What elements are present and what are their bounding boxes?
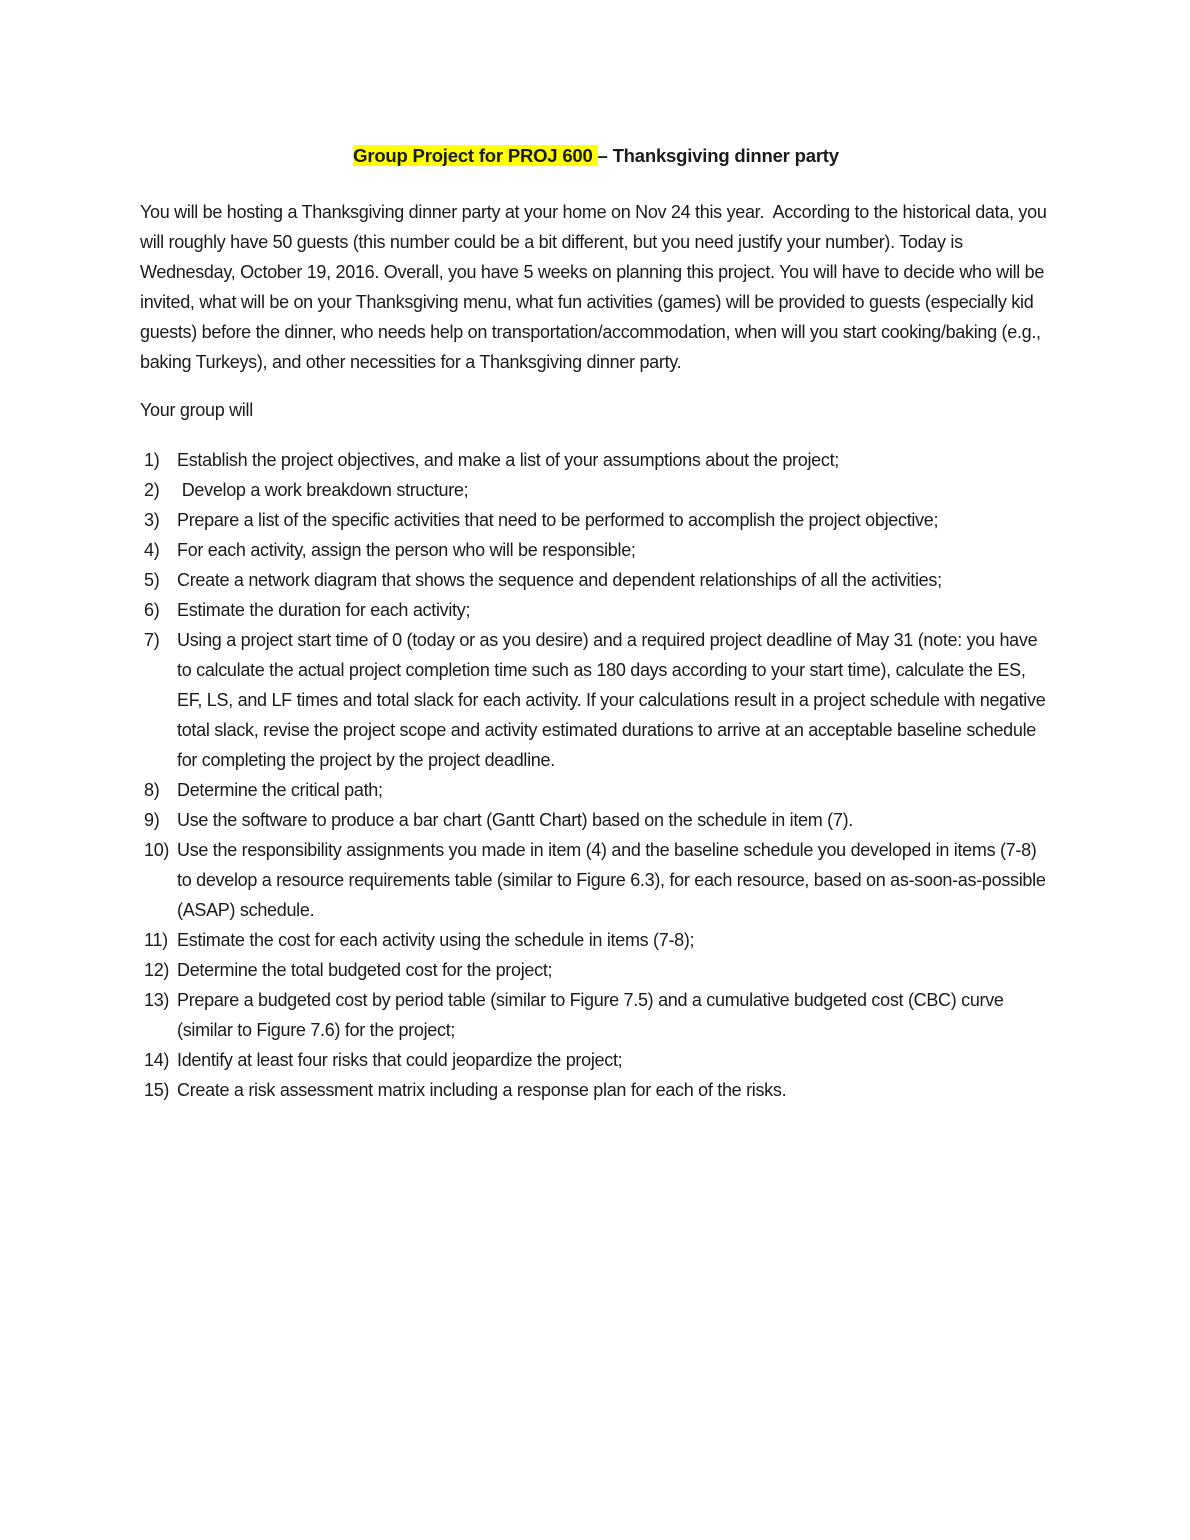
task-number: 5): [144, 570, 160, 590]
task-number: 11): [144, 930, 168, 950]
task-text: Create a network diagram that shows the sequence and dependent relationships of all the activities;: [177, 570, 942, 590]
task-number: 7): [144, 630, 160, 650]
task-number: 1): [144, 450, 160, 470]
task-item-13: [140, 985, 1052, 1045]
task-item-11: [140, 925, 1052, 955]
task-item-3: [140, 505, 1052, 535]
intro-paragraph: You will be hosting a Thanksgiving dinner party at your home on Nov 24 this year. According to the historical data, you will roughly have 50 guests (this number could be a bit different, but you need justify your number). Today is Wednesday, October 19, 2016. Overall, you have 5 weeks on planning this project. You will have to decide who will be invited, what will be on your Thanksgiving menu, what fun activities (games) will be provided to guests (especially kid guests) before the dinner, who needs help on transportation/accommodation, when will you start cooking/baking (e.g., baking Turkeys), and other necessities for a Thanksgiving dinner party.: [140, 202, 1052, 372]
title-highlighted-text: Group Project for PROJ 600: [353, 145, 598, 166]
task-text: Establish the project objectives, and make a list of your assumptions about the project;: [177, 450, 839, 470]
task-text: Prepare a list of the specific activities that need to be performed to accomplish the project objective;: [177, 510, 939, 530]
task-number: 6): [144, 600, 160, 620]
task-item-10: [140, 835, 1052, 925]
task-number: 12): [144, 960, 170, 980]
task-number: 10): [144, 840, 170, 860]
task-text: Estimate the cost for each activity using the schedule in items (7-8);: [177, 930, 695, 950]
task-number: 15): [144, 1080, 170, 1100]
task-item-1: [140, 445, 1052, 475]
task-text: For each activity, assign the person who will be responsible;: [177, 540, 636, 560]
task-text: Determine the critical path;: [177, 780, 383, 800]
task-item-15: [140, 1075, 1052, 1105]
task-text: Use the software to produce a bar chart (Gantt Chart) based on the schedule in item (7).: [177, 810, 853, 830]
task-text: Prepare a budgeted cost by period table (similar to Figure 7.5) and a cumulative budgeted cost (CBC) curve (similar to Figure 7.6) for the project;: [177, 990, 1009, 1040]
task-item-5: [140, 565, 1052, 595]
task-text: Develop a work breakdown structure;: [177, 480, 469, 500]
task-item-4: [140, 535, 1052, 565]
task-item-6: [140, 595, 1052, 625]
task-number: 2): [144, 480, 160, 500]
task-item-7: [140, 625, 1052, 775]
task-number: 14): [144, 1050, 170, 1070]
task-number: 9): [144, 810, 160, 830]
task-number: 13): [144, 990, 170, 1010]
task-text: Use the responsibility assignments you made in item (4) and the baseline schedule you developed in items (7-8) to develop a resource requirements table (similar to Figure 6.3), for each resource, based on as-soon-as-possible (ASAP) schedule.: [177, 840, 1051, 920]
task-list: [140, 445, 1052, 1105]
document-title: [140, 141, 1052, 171]
task-item-12: [140, 955, 1052, 985]
task-text: Using a project start time of 0 (today or as you desire) and a required project deadline of May 31 (note: you have to calculate the actual project completion time such as 180 days according to your start time), calculate the ES, EF, LS, and LF times and total slack for each activity. If your calculations result in a project schedule with negative total slack, revise the project scope and activity estimated durations to arrive at an acceptable baseline schedule for completing the project by the project deadline.: [177, 630, 1051, 770]
group-lead-line: Your group will: [140, 400, 253, 420]
title-rest-text: – Thanksgiving dinner party: [597, 145, 839, 166]
task-number: 3): [144, 510, 160, 530]
task-item-8: [140, 775, 1052, 805]
task-item-14: [140, 1045, 1052, 1075]
task-text: Determine the total budgeted cost for the project;: [177, 960, 553, 980]
task-text: Estimate the duration for each activity;: [177, 600, 471, 620]
task-text: Identify at least four risks that could jeopardize the project;: [177, 1050, 623, 1070]
task-item-9: [140, 805, 1052, 835]
task-number: 4): [144, 540, 160, 560]
task-text: Create a risk assessment matrix including a response plan for each of the risks.: [177, 1080, 787, 1100]
task-number: 8): [144, 780, 160, 800]
task-item-2: [140, 475, 1052, 505]
